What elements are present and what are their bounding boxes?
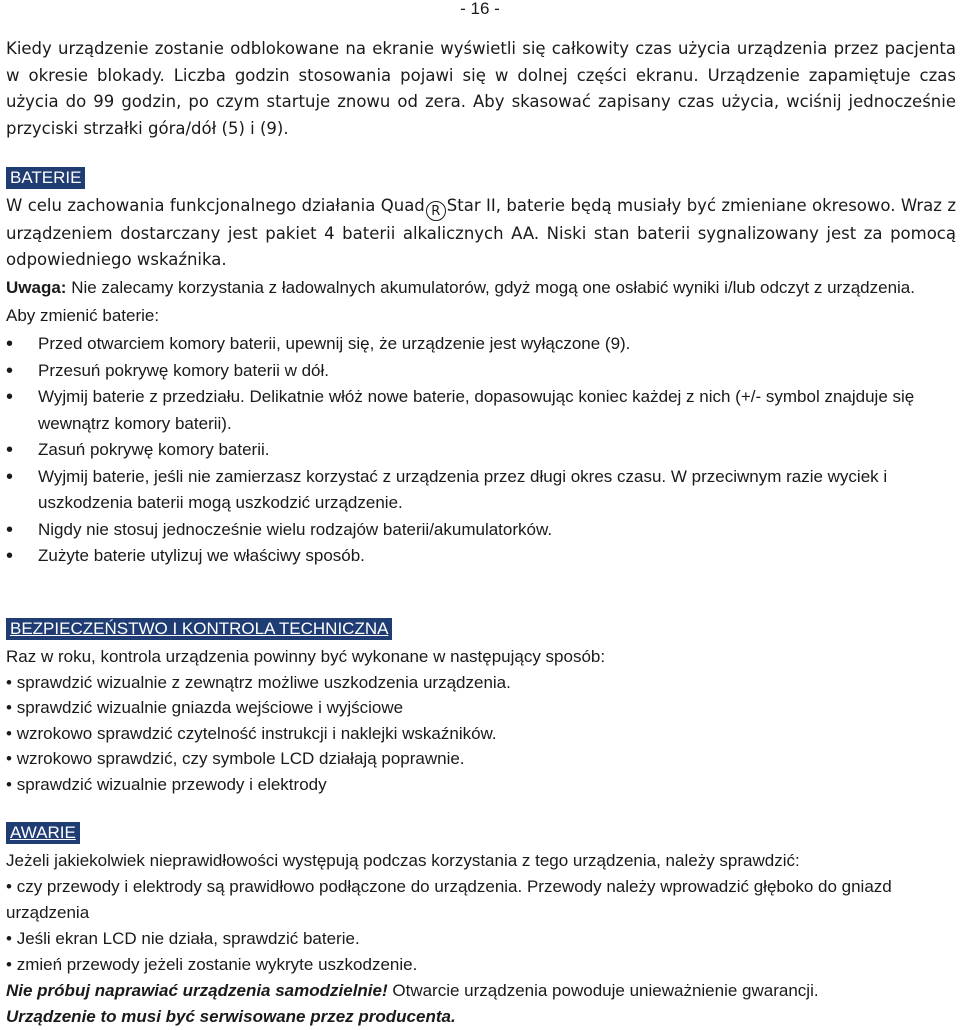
list-item: • wzrokowo sprawdzić, czy symbole LCD działają poprawnie. [6, 746, 956, 772]
safety-section [6, 618, 956, 797]
batteries-text-b: Star II, baterie będą musiały być zmieniane okresowo. Wraz z urządzeniem dostarczany jest pakiet 4 baterii alkalicznych AA. Niski stan baterii sygnalizowany jest za pomocą odpowiedniego wskaźnika. [6, 196, 956, 269]
page-number: - 16 - [460, 0, 500, 18]
battery-steps-list [6, 331, 956, 570]
service-note [6, 1004, 956, 1030]
list-item: • Nigdy nie stosuj jednocześnie wielu rodzajów baterii/akumulatorków. [6, 517, 956, 544]
repair-warning [6, 978, 956, 1004]
battery-change-intro: Aby zmienić baterie: [6, 306, 160, 325]
note-label: Uwaga: [6, 278, 67, 297]
service-note-bold: Urządzenie to musi być serwisowane przez producenta. [6, 1007, 456, 1026]
faults-list [6, 874, 956, 978]
batteries-heading: BATERIE [6, 167, 85, 189]
faults-section [6, 822, 956, 1030]
faults-heading: AWARIE [6, 822, 80, 844]
list-item: • Wyjmij baterie, jeśli nie zamierzasz korzystać z urządzenia przez długi okres czasu. W przeciwnym razie wyciek i uszkodzenia baterii mogą uszkodzić urządzenie. [6, 464, 956, 517]
list-item: • Zasuń pokrywę komory baterii. [6, 437, 956, 464]
registered-mark-icon: R [426, 201, 446, 221]
list-item: • sprawdzić wizualnie przewody i elektrody [6, 772, 956, 798]
list-item: • sprawdzić wizualnie gniazda wejściowe i wyjściowe [6, 695, 956, 721]
intro-paragraph: Kiedy urządzenie zostanie odblokowane na ekranie wyświetli się całkowity czas użycia urządzenia przez pacjenta w okresie blokady. Liczba godzin stosowania pojawi się w dolnej części ekranu. Urządzenie zapamiętuje czas użycia do 99 godzin, po czym startuje znowu od zera. Aby skasować zapisany czas użycia, wciśnij jednocześnie przyciski strzałki góra/dół (5) i (9). [6, 39, 956, 138]
batteries-section [6, 167, 956, 570]
list-item: • wzrokowo sprawdzić czytelność instrukcji i naklejki wskaźników. [6, 721, 956, 747]
safety-heading: BEZPIECZEŃSTWO I KONTROLA TECHNICZNA [6, 618, 392, 640]
list-item: • zmień przewody jeżeli zostanie wykryte uszkodzenie. [6, 952, 956, 978]
list-item: • Zużyte baterie utylizuj we właściwy sposób. [6, 543, 956, 570]
list-item: • Przesuń pokrywę komory baterii w dół. [6, 358, 956, 385]
list-item: • Przed otwarciem komory baterii, upewnij się, że urządzenie jest wyłączone (9). [6, 331, 956, 358]
note-text: Nie zalecamy korzystania z ładowalnych akumulatorów, gdyż mogą one osłabić wyniki i/lub odczyt z urządzenia. [66, 278, 915, 297]
batteries-text-a: W celu zachowania funkcjonalnego działania Quad [6, 196, 425, 215]
faults-intro: Jeżeli jakiekolwiek nieprawidłowości występują podczas korzystania z tego urządzenia, należy sprawdzić: [6, 851, 800, 870]
list-item: • Jeśli ekran LCD nie działa, sprawdzić baterie. [6, 926, 956, 952]
list-item: • czy przewody i elektrody są prawidłowo podłączone do urządzenia. Przewody należy wprowadzić głęboko do gniazd urządzenia [6, 874, 956, 926]
repair-warning-text: Otwarcie urządzenia powoduje unieważnienie gwarancji. [387, 981, 819, 1000]
batteries-note [6, 275, 956, 301]
list-item: • sprawdzić wizualnie z zewnątrz możliwe uszkodzenia urządzenia. [6, 670, 956, 696]
batteries-paragraph [6, 193, 956, 273]
safety-list [6, 670, 956, 798]
repair-warning-bold: Nie próbuj naprawiać urządzenia samodzielnie! [6, 981, 388, 1000]
list-item: • Wyjmij baterie z przedziału. Delikatnie włóż nowe baterie, dopasowując koniec każdej z nich (+/- symbol znajduje się wewnątrz komory baterii). [6, 384, 956, 437]
safety-intro: Raz w roku, kontrola urządzenia powinny być wykonane w następujący sposób: [6, 647, 606, 666]
